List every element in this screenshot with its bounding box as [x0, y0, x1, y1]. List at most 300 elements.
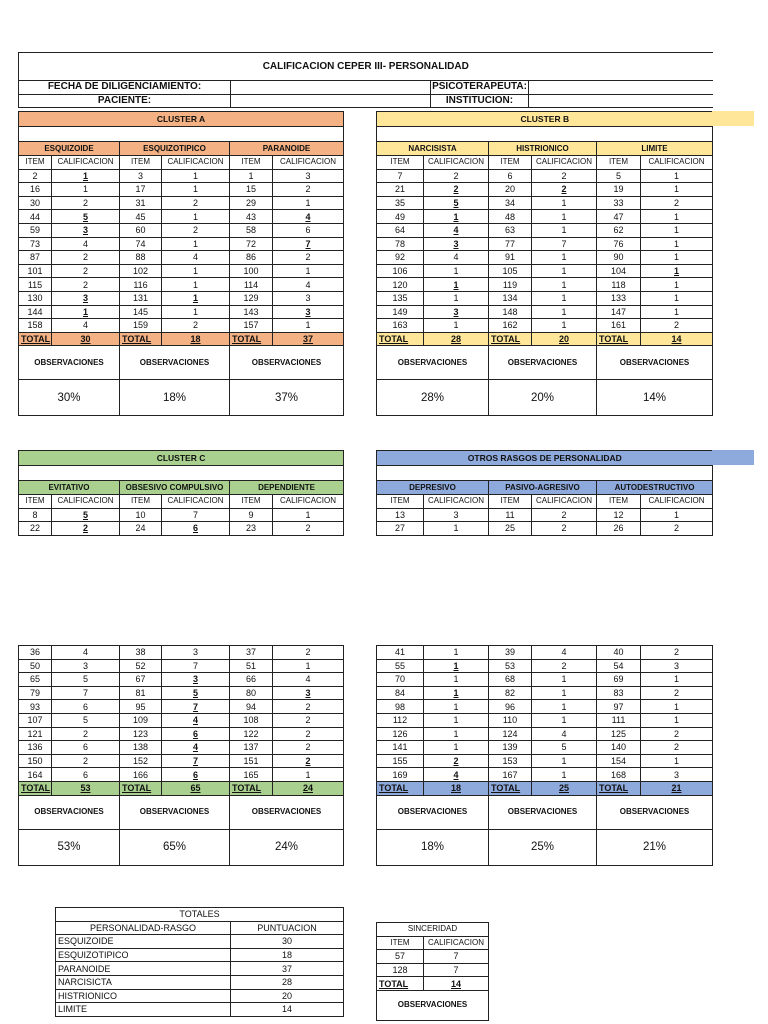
score-cell[interactable]: 1 [162, 264, 230, 278]
fecha-field[interactable] [231, 81, 431, 95]
score-cell[interactable]: 1 [424, 319, 489, 333]
score-cell[interactable]: 1 [424, 210, 489, 224]
item-number: 129 [230, 291, 273, 305]
title-bar-extension [712, 450, 754, 465]
item-number: 80 [230, 686, 273, 700]
item-number: 24 [120, 522, 162, 536]
psicoterapeuta-field[interactable] [529, 81, 713, 95]
totales-table [55, 907, 344, 1017]
total-value: 21 [641, 781, 713, 795]
total-label: TOTAL [120, 332, 162, 346]
item-number: 90 [597, 251, 641, 265]
score-cell[interactable]: 5 [162, 686, 230, 700]
score-cell[interactable]: 1 [424, 522, 489, 536]
item-number: 54 [597, 659, 641, 673]
score-cell[interactable]: 1 [162, 210, 230, 224]
score-cell[interactable]: 3 [162, 646, 230, 660]
total-label: TOTAL [377, 781, 424, 795]
score-cell[interactable]: 2 [273, 251, 344, 265]
score-cell[interactable]: 1 [641, 223, 713, 237]
item-number: 69 [597, 673, 641, 687]
cluster-a-section [18, 111, 344, 416]
item-number: 138 [120, 741, 162, 755]
total-label: TOTAL [377, 332, 424, 346]
score-cell[interactable]: 7 [532, 237, 597, 251]
score-cell[interactable]: 1 [641, 210, 713, 224]
score-cell[interactable]: 2 [273, 646, 344, 660]
score-cell[interactable]: 1 [532, 223, 597, 237]
score-cell[interactable]: 3 [52, 223, 120, 237]
personalidad-name: PARANOIDE [56, 962, 231, 976]
score-cell[interactable]: 4 [162, 741, 230, 755]
item-number: 7 [377, 169, 424, 183]
item-number: 51 [230, 659, 273, 673]
institucion-field[interactable] [529, 94, 713, 108]
score-cell[interactable]: 4 [52, 237, 120, 251]
score-cell[interactable]: 2 [641, 727, 713, 741]
table-row [377, 522, 713, 536]
score-cell[interactable]: 2 [532, 659, 597, 673]
score-cell[interactable]: 1 [532, 768, 597, 782]
score-cell[interactable]: 1 [273, 264, 344, 278]
item-number: 27 [377, 522, 424, 536]
item-number: 96 [489, 700, 532, 714]
score-cell[interactable]: 6 [52, 768, 120, 782]
score-cell[interactable]: 6 [162, 727, 230, 741]
table-row [377, 223, 713, 237]
score-cell[interactable]: 4 [52, 319, 120, 333]
score-cell[interactable]: 2 [273, 741, 344, 755]
item-header: ITEM [377, 495, 424, 509]
score-cell[interactable]: 3 [52, 291, 120, 305]
observaciones-label: OBSERVACIONES [489, 346, 597, 380]
observaciones-label: OBSERVACIONES [597, 795, 713, 829]
score-cell[interactable]: 1 [162, 278, 230, 292]
item-number: 92 [377, 251, 424, 265]
score-cell[interactable]: 1 [641, 237, 713, 251]
score-cell[interactable]: 1 [532, 291, 597, 305]
score-cell[interactable]: 5 [52, 508, 120, 522]
score-cell[interactable]: 2 [424, 169, 489, 183]
score-cell[interactable]: 1 [424, 686, 489, 700]
score-cell[interactable]: 4 [162, 251, 230, 265]
score-cell[interactable]: 5 [532, 741, 597, 755]
score-cell[interactable]: 2 [532, 169, 597, 183]
personalidad-name: HISTRIONICO [56, 989, 231, 1003]
item-number: 16 [19, 183, 52, 197]
item-number: 115 [19, 278, 52, 292]
item-number: 81 [120, 686, 162, 700]
score-cell[interactable]: 1 [641, 251, 713, 265]
percentage-value: 18% [120, 380, 230, 416]
clusterB-table [376, 111, 713, 416]
item-number: 49 [377, 210, 424, 224]
item-header: ITEM [120, 495, 162, 509]
score-cell[interactable]: 1 [532, 251, 597, 265]
score-cell[interactable]: 2 [162, 196, 230, 210]
item-number: 73 [19, 237, 52, 251]
personalidad-name: NARCISICTA [56, 975, 231, 989]
item-number: 122 [230, 727, 273, 741]
score-cell[interactable]: 2 [641, 522, 713, 536]
item-number: 121 [19, 727, 52, 741]
percentage-value: 18% [377, 829, 489, 865]
table-row [377, 196, 713, 210]
item-header: ITEM [230, 156, 273, 170]
calificacion-header: CALIFICACION [641, 156, 713, 170]
score-cell[interactable]: 1 [424, 659, 489, 673]
score-cell[interactable]: 1 [424, 278, 489, 292]
percentage-value: 65% [120, 829, 230, 865]
sinceridad-total-value: 14 [424, 977, 489, 991]
score-cell[interactable]: 2 [162, 319, 230, 333]
score-cell[interactable]: 6 [273, 223, 344, 237]
item-number: 62 [597, 223, 641, 237]
score-cell[interactable]: 7 [162, 508, 230, 522]
score-cell[interactable]: 3 [273, 169, 344, 183]
calificacion-header: CALIFICACION [532, 156, 597, 170]
calificacion-header: CALIFICACION [52, 495, 120, 509]
item-number: 77 [489, 237, 532, 251]
score-cell[interactable]: 1 [532, 700, 597, 714]
score-cell[interactable]: 1 [641, 183, 713, 197]
table-row [19, 264, 344, 278]
score-cell[interactable]: 2 [273, 713, 344, 727]
item-number: 164 [19, 768, 52, 782]
item-number: 43 [230, 210, 273, 224]
item-number: 52 [120, 659, 162, 673]
score-cell[interactable]: 2 [273, 754, 344, 768]
totales-row [56, 935, 344, 949]
score-cell[interactable]: 1 [532, 754, 597, 768]
total-label: TOTAL [19, 781, 52, 795]
score-cell[interactable]: 6 [162, 768, 230, 782]
item-number: 72 [230, 237, 273, 251]
table-row [377, 741, 713, 755]
table-row [19, 278, 344, 292]
table-row [19, 183, 344, 197]
puntuacion-value: 28 [231, 975, 344, 989]
table-row [19, 210, 344, 224]
item-number: 23 [230, 522, 273, 536]
cluster-b-section [376, 111, 713, 416]
score-cell[interactable]: 1 [162, 169, 230, 183]
clusterC-table [18, 645, 344, 866]
score-cell[interactable]: 1 [532, 673, 597, 687]
score-cell[interactable]: 7 [52, 686, 120, 700]
score-cell[interactable]: 7 [162, 754, 230, 768]
group-name: PASIVO-AGRESIVO [489, 481, 597, 495]
item-number: 53 [489, 659, 532, 673]
sinceridad-table [376, 922, 489, 1021]
score-cell[interactable]: 3 [273, 291, 344, 305]
personalidad-name: ESQUIZOIDE [56, 935, 231, 949]
score-cell[interactable]: 3 [273, 686, 344, 700]
score-cell[interactable]: 1 [641, 291, 713, 305]
item-header: ITEM [19, 156, 52, 170]
table-row [19, 727, 344, 741]
calificacion-header: CALIFICACION [641, 495, 713, 509]
item-number: 139 [489, 741, 532, 755]
group-name: HISTRIONICO [489, 142, 597, 156]
item-number: 98 [377, 700, 424, 714]
score-cell[interactable]: 1 [641, 673, 713, 687]
score-cell[interactable]: 1 [641, 278, 713, 292]
observaciones-label: OBSERVACIONES [377, 346, 489, 380]
totales-col-puntuacion: PUNTUACION [231, 921, 344, 935]
percentage-value: 14% [597, 380, 713, 416]
item-number: 134 [489, 291, 532, 305]
item-number: 84 [377, 686, 424, 700]
score-cell[interactable]: 2 [52, 196, 120, 210]
score-cell[interactable]: 1 [641, 508, 713, 522]
score-cell[interactable]: 1 [273, 319, 344, 333]
item-number: 155 [377, 754, 424, 768]
score-cell[interactable]: 1 [273, 508, 344, 522]
score-cell[interactable]: 2 [641, 686, 713, 700]
score-cell[interactable]: 1 [162, 237, 230, 251]
header-table [18, 52, 713, 108]
item-number: 1 [230, 169, 273, 183]
score-cell[interactable]: 1 [532, 319, 597, 333]
item-number: 124 [489, 727, 532, 741]
item-number: 100 [230, 264, 273, 278]
table-row [19, 196, 344, 210]
score-cell[interactable]: 1 [424, 700, 489, 714]
score-cell[interactable]: 2 [52, 522, 120, 536]
score-cell[interactable]: 6 [52, 741, 120, 755]
score-cell[interactable]: 2 [424, 183, 489, 197]
sinceridad-item: 57 [377, 950, 424, 964]
score-cell[interactable]: 2 [273, 700, 344, 714]
score-cell[interactable]: 1 [273, 196, 344, 210]
item-number: 36 [19, 646, 52, 660]
score-cell[interactable]: 1 [273, 768, 344, 782]
table-row [377, 291, 713, 305]
score-cell[interactable]: 4 [162, 713, 230, 727]
score-cell[interactable]: 1 [162, 305, 230, 319]
totales-row [56, 989, 344, 1003]
item-number: 126 [377, 727, 424, 741]
item-number: 137 [230, 741, 273, 755]
score-cell[interactable]: 1 [532, 713, 597, 727]
item-number: 101 [19, 264, 52, 278]
item-number: 169 [377, 768, 424, 782]
score-cell[interactable]: 1 [52, 169, 120, 183]
observaciones-label: OBSERVACIONES [230, 346, 344, 380]
score-cell[interactable]: 1 [162, 291, 230, 305]
score-cell[interactable]: 2 [532, 183, 597, 197]
score-cell[interactable]: 1 [641, 700, 713, 714]
score-cell[interactable]: 1 [424, 713, 489, 727]
paciente-field[interactable] [231, 94, 431, 108]
score-cell[interactable]: 3 [273, 305, 344, 319]
score-cell[interactable]: 2 [532, 508, 597, 522]
table-row [377, 237, 713, 251]
item-number: 104 [597, 264, 641, 278]
item-number: 107 [19, 713, 52, 727]
score-cell[interactable]: 6 [162, 522, 230, 536]
score-cell[interactable]: 2 [532, 522, 597, 536]
clusterA-table [18, 111, 344, 416]
institucion-label: INSTITUCION: [431, 94, 529, 108]
score-cell[interactable]: 3 [424, 237, 489, 251]
score-cell[interactable]: 2 [424, 754, 489, 768]
score-cell[interactable]: 7 [162, 700, 230, 714]
score-cell[interactable]: 4 [532, 727, 597, 741]
score-cell[interactable]: 2 [52, 264, 120, 278]
score-cell[interactable]: 2 [52, 754, 120, 768]
item-number: 93 [19, 700, 52, 714]
score-cell[interactable]: 2 [52, 727, 120, 741]
score-cell[interactable]: 4 [273, 210, 344, 224]
item-number: 108 [230, 713, 273, 727]
total-value: 25 [532, 781, 597, 795]
score-cell[interactable]: 3 [424, 305, 489, 319]
score-cell[interactable]: 1 [424, 673, 489, 687]
item-number: 152 [120, 754, 162, 768]
table-row [19, 305, 344, 319]
score-cell[interactable]: 4 [273, 278, 344, 292]
total-label: TOTAL [230, 332, 273, 346]
score-cell[interactable]: 5 [424, 196, 489, 210]
score-cell[interactable]: 1 [424, 646, 489, 660]
score-cell[interactable]: 3 [641, 768, 713, 782]
table-row [19, 686, 344, 700]
score-cell[interactable]: 1 [532, 305, 597, 319]
calificacion-header: CALIFICACION [162, 495, 230, 509]
score-cell[interactable]: 4 [424, 768, 489, 782]
calificacion-header: CALIFICACION [424, 156, 489, 170]
score-cell[interactable]: 2 [273, 522, 344, 536]
score-cell[interactable]: 1 [641, 713, 713, 727]
item-number: 48 [489, 210, 532, 224]
score-cell[interactable]: 1 [641, 305, 713, 319]
total-label: TOTAL [489, 781, 532, 795]
item-number: 38 [120, 646, 162, 660]
item-number: 95 [120, 700, 162, 714]
score-cell[interactable]: 3 [641, 659, 713, 673]
table-row [377, 183, 713, 197]
score-cell[interactable]: 1 [532, 264, 597, 278]
score-cell[interactable]: 1 [273, 659, 344, 673]
score-cell[interactable]: 1 [532, 196, 597, 210]
score-cell[interactable]: 2 [52, 278, 120, 292]
table-row [377, 278, 713, 292]
item-number: 37 [230, 646, 273, 660]
item-number: 40 [597, 646, 641, 660]
score-cell[interactable]: 4 [532, 646, 597, 660]
score-cell[interactable]: 1 [532, 686, 597, 700]
group-name: AUTODESTRUCTIVO [597, 481, 713, 495]
item-header: ITEM [120, 156, 162, 170]
score-cell[interactable]: 1 [162, 183, 230, 197]
score-cell[interactable]: 5 [52, 673, 120, 687]
item-number: 76 [597, 237, 641, 251]
group-name: DEPRESIVO [377, 481, 489, 495]
item-number: 88 [120, 251, 162, 265]
score-cell[interactable]: 4 [273, 673, 344, 687]
score-cell[interactable]: 1 [424, 264, 489, 278]
score-cell[interactable]: 1 [424, 291, 489, 305]
score-cell[interactable]: 2 [162, 223, 230, 237]
sinceridad-score[interactable]: 7 [424, 950, 489, 964]
score-cell[interactable]: 3 [52, 659, 120, 673]
score-cell[interactable]: 7 [162, 659, 230, 673]
score-cell[interactable]: 5 [52, 210, 120, 224]
table-row [19, 223, 344, 237]
score-cell[interactable]: 1 [641, 169, 713, 183]
score-cell[interactable]: 2 [641, 196, 713, 210]
table-row [19, 508, 344, 522]
score-cell[interactable]: 2 [273, 727, 344, 741]
calificacion-header: CALIFICACION [273, 495, 344, 509]
item-number: 140 [597, 741, 641, 755]
total-value: 14 [641, 332, 713, 346]
totales-row [56, 1003, 344, 1017]
total-value: 28 [424, 332, 489, 346]
personalidad-name: ESQUIZOTIPICO [56, 948, 231, 962]
calificacion-header: CALIFICACION [162, 156, 230, 170]
observaciones-label: OBSERVACIONES [230, 795, 344, 829]
score-cell[interactable]: 1 [424, 727, 489, 741]
score-cell[interactable]: 4 [52, 646, 120, 660]
score-cell[interactable]: 1 [52, 305, 120, 319]
table-row [377, 713, 713, 727]
score-cell[interactable]: 1 [641, 754, 713, 768]
total-value: 65 [162, 781, 230, 795]
score-cell[interactable]: 4 [424, 251, 489, 265]
score-cell[interactable]: 3 [424, 508, 489, 522]
score-cell[interactable]: 3 [162, 673, 230, 687]
table-row [377, 754, 713, 768]
item-number: 120 [377, 278, 424, 292]
table-row [19, 741, 344, 755]
sinceridad-score[interactable]: 7 [424, 963, 489, 977]
item-number: 86 [230, 251, 273, 265]
score-cell[interactable]: 1 [424, 741, 489, 755]
item-number: 102 [120, 264, 162, 278]
item-number: 58 [230, 223, 273, 237]
table-row [377, 305, 713, 319]
score-cell[interactable]: 2 [641, 646, 713, 660]
calificacion-header: CALIFICACION [532, 495, 597, 509]
score-cell[interactable]: 1 [532, 210, 597, 224]
calificacion-header: CALIFICACION [273, 156, 344, 170]
score-cell[interactable]: 4 [424, 223, 489, 237]
item-number: 50 [19, 659, 52, 673]
score-cell[interactable]: 7 [273, 237, 344, 251]
score-cell[interactable]: 1 [52, 183, 120, 197]
percentage-value: 24% [230, 829, 344, 865]
score-cell[interactable]: 1 [641, 264, 713, 278]
score-cell[interactable]: 1 [532, 278, 597, 292]
otros-rasgos-section [376, 450, 713, 536]
score-cell[interactable]: 2 [273, 183, 344, 197]
item-number: 136 [19, 741, 52, 755]
item-number: 149 [377, 305, 424, 319]
item-number: 12 [597, 508, 641, 522]
score-cell[interactable]: 2 [52, 251, 120, 265]
score-cell[interactable]: 2 [641, 319, 713, 333]
score-cell[interactable]: 6 [52, 700, 120, 714]
score-cell[interactable]: 2 [641, 741, 713, 755]
table-row [19, 169, 344, 183]
score-cell[interactable]: 5 [52, 713, 120, 727]
item-number: 10 [120, 508, 162, 522]
item-number: 144 [19, 305, 52, 319]
item-number: 119 [489, 278, 532, 292]
